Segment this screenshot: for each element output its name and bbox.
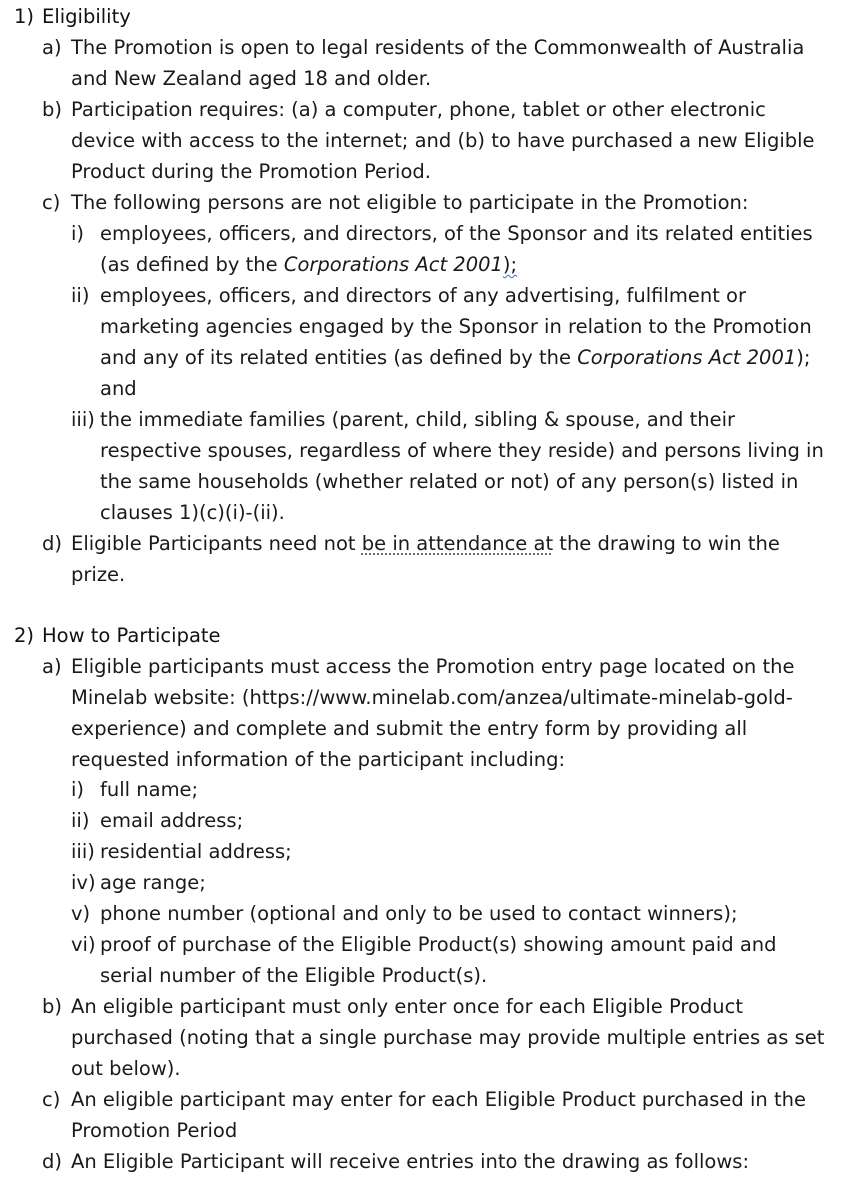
clause-text: The Promotion is open to legal residents of the Commonwealth of Australia xyxy=(71,36,805,59)
clause-marker: i) xyxy=(71,222,85,245)
clause-marker: iv) xyxy=(71,871,96,894)
clause-text: prize. xyxy=(71,563,126,586)
clause-text: Product during the Promotion Period. xyxy=(71,160,431,183)
act-name: Corporations Act 2001 xyxy=(283,253,503,276)
clause-text: the immediate families (parent, child, sibling & spouse, and their xyxy=(100,408,736,431)
clause-text: An eligible participant may enter for each Eligible Product purchased in the xyxy=(71,1088,806,1111)
clause-marker: d) xyxy=(42,1150,62,1173)
clause-text: Minelab website: (https://www.minelab.com/anzea/ultimate-minelab-gold- xyxy=(71,686,793,709)
clause-text: device with access to the internet; and (b) to have purchased a new Eligible xyxy=(71,129,815,152)
clause-text: out below). xyxy=(71,1057,181,1080)
clause-text: An eligible participant must only enter once for each Eligible Product xyxy=(71,995,744,1018)
clause-text: requested information of the participant including: xyxy=(71,748,566,771)
clause-marker: a) xyxy=(42,36,62,59)
clause-text: serial number of the Eligible Product(s). xyxy=(100,964,488,987)
clause-text: Participation requires: (a) a computer, phone, tablet or other electronic xyxy=(71,98,766,121)
clause-text: and xyxy=(100,377,137,400)
clause-marker: a) xyxy=(42,655,62,678)
clause-text: experience) and complete and submit the entry form by providing all xyxy=(71,717,748,740)
clause-text: An Eligible Participant will receive entries into the drawing as follows: xyxy=(71,1150,750,1173)
clause-marker: vi) xyxy=(71,933,96,956)
clause-marker: v) xyxy=(71,902,91,925)
clause-marker: ii) xyxy=(71,809,90,832)
clause-text: full name; xyxy=(100,778,199,801)
clause-text: residential address; xyxy=(100,840,292,863)
clause-marker: d) xyxy=(42,532,62,555)
clause-text: age range; xyxy=(100,871,206,894)
clause-marker: iii) xyxy=(71,408,95,431)
clause-text: Eligible participants must access the Promotion entry page located on the xyxy=(71,655,795,678)
clause-text xyxy=(100,249,517,280)
clause-text: purchased (noting that a single purchase may provide multiple entries as set xyxy=(71,1026,825,1049)
clause-text: the same households (whether related or not) of any person(s) listed in xyxy=(100,470,799,493)
clause-marker: ii) xyxy=(71,284,90,307)
clause-marker: i) xyxy=(71,778,85,801)
clause-text-pre: and any of its related entities (as defined by the xyxy=(100,346,578,369)
clause-text-pre: Eligible Participants need not xyxy=(71,532,362,555)
clause-text: Promotion Period xyxy=(71,1119,238,1142)
clause-text: phone number (optional and only to be used to contact winners); xyxy=(100,902,738,925)
section-title: How to Participate xyxy=(42,624,221,647)
clause-text-post: ); xyxy=(796,346,811,369)
clause-marker: b) xyxy=(42,98,62,121)
clause-marker: c) xyxy=(42,191,61,214)
section-number: 2) xyxy=(14,624,35,647)
section-title: Eligibility xyxy=(42,5,131,28)
clause-text-post: the drawing to win the xyxy=(553,532,780,555)
clause-text: email address; xyxy=(100,809,244,832)
flagged-phrase: be in attendance at xyxy=(361,532,554,555)
clause-text: employees, officers, and directors, of the Sponsor and its related entities xyxy=(100,222,813,245)
clause-text: proof of purchase of the Eligible Product(s) showing amount paid and xyxy=(100,933,777,956)
clause-text: respective spouses, regardless of where they reside) and persons living in xyxy=(100,439,824,462)
clause-text xyxy=(100,342,810,373)
clause-text: and New Zealand aged 18 and older. xyxy=(71,67,432,90)
clause-text: marketing agencies engaged by the Sponsor in relation to the Promotion xyxy=(100,315,812,338)
clause-text: employees, officers, and directors of any advertising, fulfilment or xyxy=(100,284,747,307)
clause-marker: b) xyxy=(42,995,62,1018)
clause-text-pre: (as defined by the xyxy=(100,253,284,276)
clause-marker: iii) xyxy=(71,840,95,863)
clause-marker: c) xyxy=(42,1088,61,1111)
clause-text xyxy=(71,528,780,559)
clause-text: The following persons are not eligible to participate in the Promotion: xyxy=(71,191,749,214)
section-number: 1) xyxy=(14,5,35,28)
clause-text-post: ); xyxy=(502,253,518,276)
clause-text: clauses 1)(c)(i)-(ii). xyxy=(100,501,285,524)
act-name: Corporations Act 2001 xyxy=(577,346,797,369)
